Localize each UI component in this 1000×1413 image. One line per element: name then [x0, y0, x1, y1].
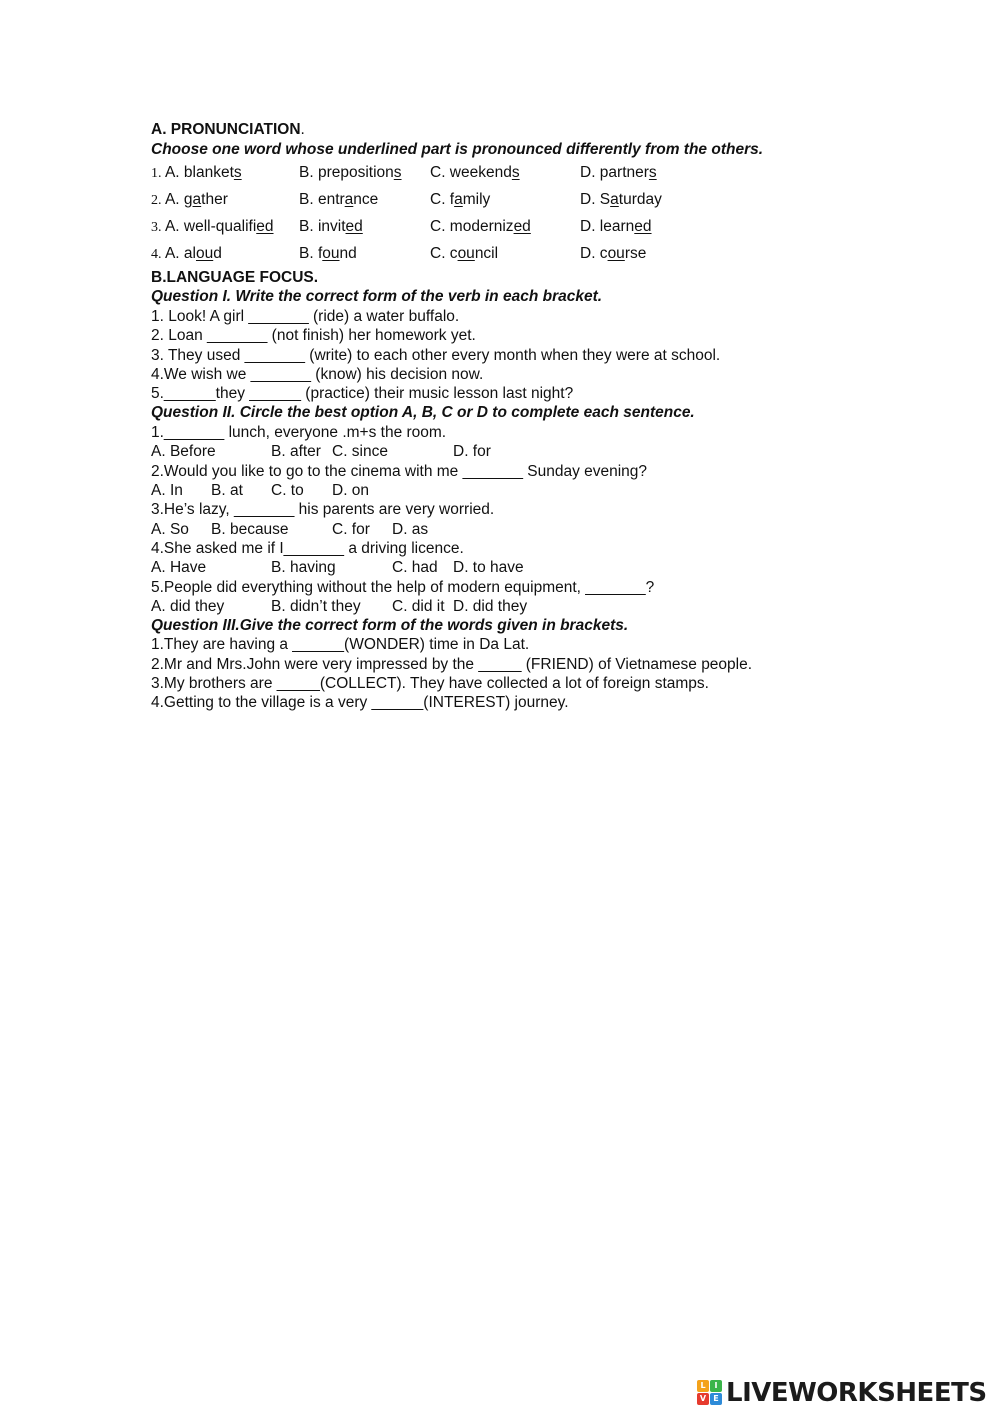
q2-item-2-option-c[interactable]: C. to	[271, 482, 304, 499]
pron-3-c[interactable]: C. modernized	[430, 218, 531, 235]
pron-1-b[interactable]: B. prepositions	[299, 164, 402, 181]
q2-item-2-stem: 2.Would you like to go to the cinema with me _______ Sunday evening?	[151, 463, 648, 480]
q2-item-3-stem: 3.He’s lazy, _______ his parents are very worried.	[151, 501, 495, 518]
section-b-title: B.LANGUAGE FOCUS.	[151, 269, 319, 286]
pron-row-4	[151, 243, 851, 265]
q3-item-1: 1.They are having a ______(WONDER) time in Da Lat.	[151, 636, 530, 653]
q2-item-1-stem: 1._______ lunch, everyone .m+s the room.	[151, 424, 447, 441]
section-a-title: A. PRONUNCIATION.	[151, 121, 305, 138]
pron-2-a[interactable]: 2. A. gather	[151, 191, 228, 208]
q2-item-4-option-a[interactable]: A. Have	[151, 559, 207, 576]
q2-item-4-option-c[interactable]: C. had	[392, 559, 438, 576]
pron-3-a[interactable]: 3. A. well-qualified	[151, 218, 274, 235]
q2-item-3-option-d[interactable]: D. as	[392, 521, 429, 538]
q2-item-2-option-d[interactable]: D. on	[332, 482, 370, 499]
q2-item-5-option-b[interactable]: B. didn’t they	[271, 598, 361, 615]
q2-item-2-option-a[interactable]: A. In	[151, 482, 183, 499]
pron-2-c[interactable]: C. family	[430, 191, 491, 208]
pron-1-c[interactable]: C. weekends	[430, 164, 520, 181]
logo-mark-icon	[697, 1380, 723, 1406]
q1-item-2: 2. Loan _______ (not finish) her homework yet.	[151, 327, 476, 344]
logo-mark-square-l: L	[697, 1380, 709, 1392]
q1-heading: Question I. Write the correct form of the verb in each bracket.	[151, 288, 603, 305]
q1-item-4: 4.We wish we _______ (know) his decision now.	[151, 366, 484, 383]
q2-item-3-option-c[interactable]: C. for	[332, 521, 370, 538]
pron-row-2	[151, 189, 851, 211]
q2-item-4-option-b[interactable]: B. having	[271, 559, 336, 576]
q2-item-1-option-b[interactable]: B. after	[271, 443, 321, 460]
q3-item-3: 3.My brothers are _____(COLLECT). They have collected a lot of foreign stamps.	[151, 675, 709, 692]
pron-1-d[interactable]: D. partners	[580, 164, 657, 181]
logo-mark-square-i: I	[710, 1380, 722, 1392]
q2-heading: Question II. Circle the best option A, B, C or D to complete each sentence.	[151, 404, 695, 421]
pron-3-b[interactable]: B. invited	[299, 218, 363, 235]
pron-4-d[interactable]: D. course	[580, 245, 647, 262]
pron-3-d[interactable]: D. learned	[580, 218, 652, 235]
q2-item-1-option-d[interactable]: D. for	[453, 443, 491, 460]
q2-item-1-option-c[interactable]: C. since	[332, 443, 388, 460]
logo-text: LIVEWORKSHEETS	[726, 1378, 987, 1408]
q2-item-1-option-a[interactable]: A. Before	[151, 443, 216, 460]
pron-row-1	[151, 162, 851, 184]
logo-mark-square-e: E	[710, 1393, 722, 1405]
q3-heading: Question III.Give the correct form of the words given in brackets.	[151, 617, 629, 634]
logo-mark-square-v: V	[697, 1393, 709, 1405]
pron-4-a[interactable]: 4. A. aloud	[151, 245, 222, 262]
q2-item-5-stem: 5.People did everything without the help of modern equipment, _______?	[151, 579, 655, 596]
q2-item-5-option-a[interactable]: A. did they	[151, 598, 225, 615]
section-a-instruction: Choose one word whose underlined part is pronounced differently from the others.	[151, 141, 764, 158]
q2-item-3-option-b[interactable]: B. because	[211, 521, 289, 538]
q2-item-2-option-b[interactable]: B. at	[211, 482, 243, 499]
q3-item-2: 2.Mr and Mrs.John were very impressed by the _____ (FRIEND) of Vietnamese people.	[151, 656, 753, 673]
q1-item-1: 1. Look! A girl _______ (ride) a water buffalo.	[151, 308, 460, 325]
q3-item-4: 4.Getting to the village is a very ______(INTEREST) journey.	[151, 694, 569, 711]
q1-item-3: 3. They used _______ (write) to each other every month when they were at school.	[151, 347, 721, 364]
q2-item-5-option-d[interactable]: D. did they	[453, 598, 528, 615]
pron-2-b[interactable]: B. entrance	[299, 191, 379, 208]
pron-1-a[interactable]: 1. A. blankets	[151, 164, 242, 181]
q2-item-4-option-d[interactable]: D. to have	[453, 559, 524, 576]
pron-4-c[interactable]: C. council	[430, 245, 499, 262]
q2-item-5-option-c[interactable]: C. did it	[392, 598, 445, 615]
pron-2-d[interactable]: D. Saturday	[580, 191, 662, 208]
q2-item-4-stem: 4.She asked me if I_______ a driving licence.	[151, 540, 464, 557]
pron-4-b[interactable]: B. found	[299, 245, 357, 262]
q2-item-3-option-a[interactable]: A. So	[151, 521, 189, 538]
pron-row-3	[151, 216, 851, 238]
q1-item-5: 5.______they ______ (practice) their music lesson last night?	[151, 385, 574, 402]
liveworksheets-logo[interactable]	[697, 1378, 987, 1408]
